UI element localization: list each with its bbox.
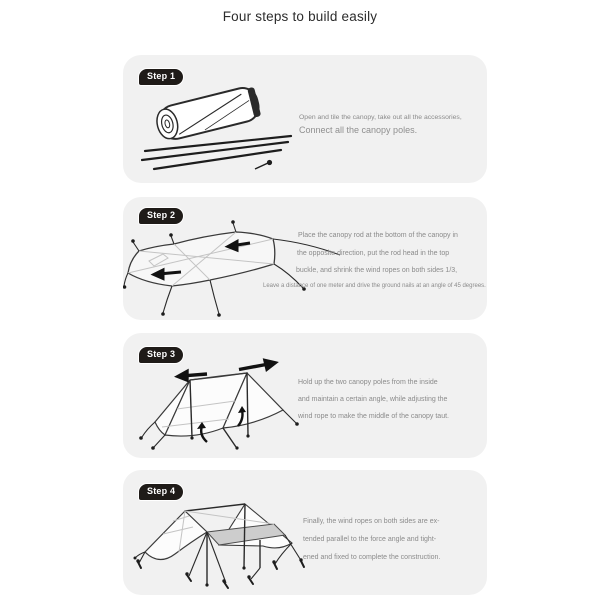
- instruction-line: Finally, the wind ropes on both sides are ex-: [303, 518, 440, 525]
- rolled-canopy-poles-illustration: [141, 79, 301, 177]
- instruction-line: tended parallel to the force angle and tight-: [303, 536, 437, 543]
- instruction-line: buckle, and shrink the wind ropes on both sides 1/3,: [296, 267, 458, 274]
- raised-canopy-arrows-illustration: [135, 349, 310, 457]
- step-4-badge: Step 4: [138, 483, 184, 501]
- page-title: Four steps to build easily: [222, 9, 378, 24]
- instruction-line: and maintain a certain angle, while adjusting the: [298, 396, 448, 403]
- step-3-badge: Step 3: [138, 346, 184, 364]
- instruction-line: Open and tile the canopy, take out all the accessories,: [299, 114, 462, 121]
- step-2-card: [123, 197, 487, 320]
- instruction-line: Connect all the canopy poles.: [299, 125, 418, 135]
- instruction-line: Place the canopy rod at the bottom of the canopy in: [298, 232, 458, 239]
- instruction-line: ened and fixed to complete the construction.: [303, 554, 441, 561]
- step-2-badge: Step 2: [138, 207, 184, 225]
- instruction-line: the opposite direction, put the rod head in the top: [297, 250, 450, 257]
- instruction-line: Hold up the two canopy poles from the inside: [298, 379, 438, 386]
- step-3-card: [123, 333, 487, 458]
- step-1-card: [123, 55, 487, 183]
- instruction-line: Leave a distance of one meter and drive the ground nails at an angle of 45 degrees.: [263, 283, 486, 289]
- step-1-badge: Step 1: [138, 68, 184, 86]
- step-4-card: [123, 470, 487, 595]
- instruction-line: wind rope to make the middle of the canopy taut.: [298, 413, 449, 420]
